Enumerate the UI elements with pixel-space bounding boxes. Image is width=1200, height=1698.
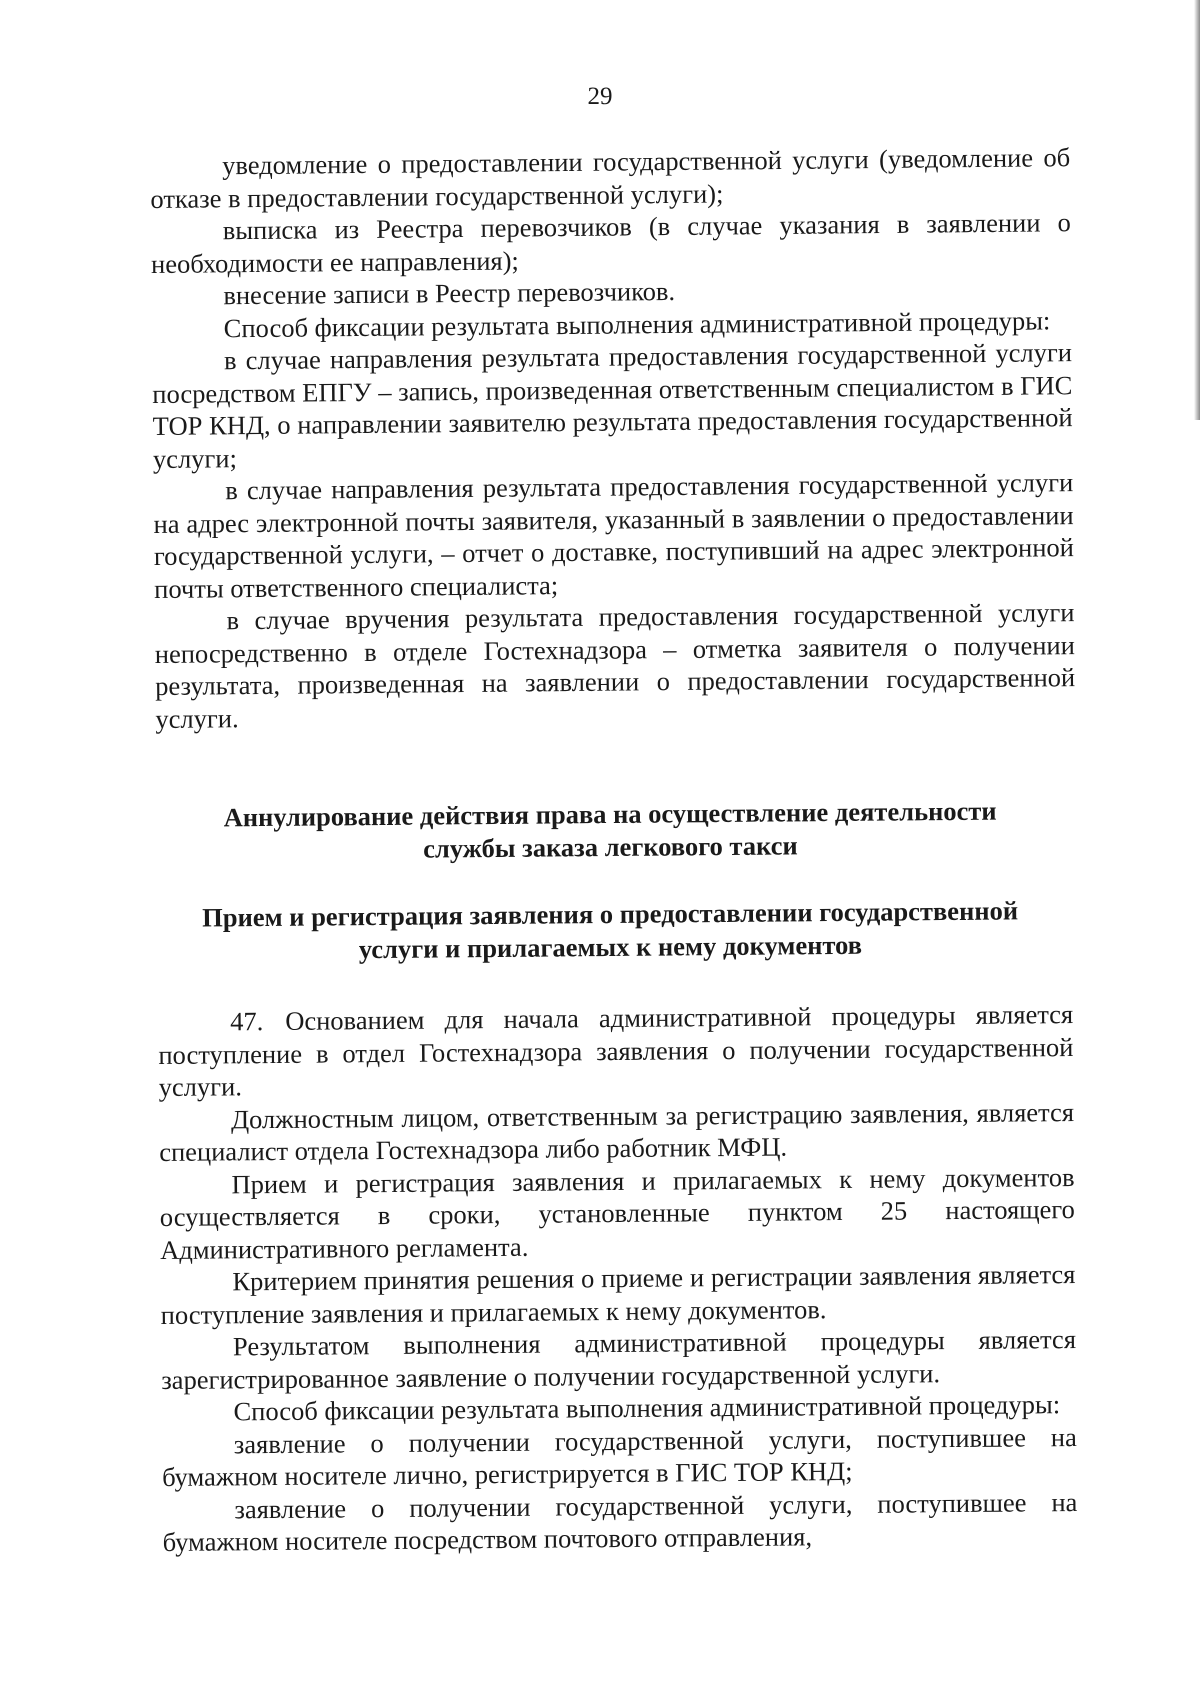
- paragraph: заявление о получении государственной услуги, поступившее на бумажном носителе лично, регистрируется в ГИС ТОР КНД;: [161, 1421, 1077, 1492]
- section-heading-annulment: [150, 794, 1071, 868]
- text-block-results: [150, 141, 1076, 735]
- paragraph: Критерием принятия решения о приеме и регистрации заявления является поступление заявления и прилагаемых к нему документов.: [160, 1259, 1076, 1330]
- paragraph: Прием и регистрация заявления и прилагаемых к нему документов осуществляется в сроки, установленные пунктом 25 настоящего Административного регламента.: [159, 1161, 1075, 1265]
- heading-line: Аннулирование действия права на осуществление деятельности: [223, 795, 997, 833]
- paragraph: выписка из Реестра перевозчиков (в случае указания в заявлении о необходимости ее направления);: [150, 207, 1071, 279]
- item-text: Основанием для начала административной процедуры является поступление в отдел Гостехнадзора заявления о получении государственной услуги.: [158, 999, 1074, 1102]
- paragraph: в случае направления результата предоставления государственной услуги посредством ЕПГУ – запись, произведенная ответственным специалистом в ГИС ТОР КНД, о направлении заявителю результата предоставления государственной услуги;: [152, 337, 1073, 474]
- scan-edge-shadow: [1194, 0, 1200, 420]
- item-number: 47.: [230, 1006, 264, 1037]
- paragraph: Способ фиксации результата выполнения административной процедуры:: [233, 1389, 1061, 1427]
- heading-line: Прием и регистрация заявления о предоставлении государственной: [202, 895, 1019, 933]
- paragraph: Способ фиксации результата выполнения административной процедуры:: [223, 304, 1051, 343]
- paragraph: в случае направления результата предоставления государственной услуги на адрес электронной почты заявителя, указанный в заявлении о предоставлении государственной услуги, – отчет о доставке, поступивший на адрес электронной почты ответственного специалиста;: [153, 467, 1074, 604]
- heading-line: услуги и прилагаемых к нему документов: [358, 929, 863, 965]
- paragraph: уведомление о предоставлении государственной услуги (уведомление об отказе в предоставлении государственной услуги);: [150, 142, 1071, 214]
- paragraph: в случае вручения результата предоставления государственной услуги непосредственно в отделе Гостехнадзора – отметка заявителя о получении результата, произведенная на заявлении о предоставлении государственной услуги.: [154, 597, 1076, 734]
- paragraph: Результатом выполнения административной процедуры является зарегистрированное заявление о получении государственной услуги.: [161, 1324, 1077, 1395]
- heading-line: службы заказа легкового такси: [423, 830, 798, 864]
- paragraph: внесение записи в Реестр перевозчиков.: [223, 275, 676, 311]
- paragraph: Должностным лицом, ответственным за регистрацию заявления, является специалист отдела Гостехнадзора либо работник МФЦ.: [159, 1096, 1075, 1167]
- text-block-item-47: [158, 998, 1078, 1558]
- paragraph: заявление о получении государственной услуги, поступившее на бумажном носителе посредством почтового отправления,: [162, 1486, 1078, 1557]
- section-heading-reception: [150, 894, 1071, 968]
- page-number: 29: [587, 83, 613, 110]
- numbered-paragraph: [158, 998, 1074, 1103]
